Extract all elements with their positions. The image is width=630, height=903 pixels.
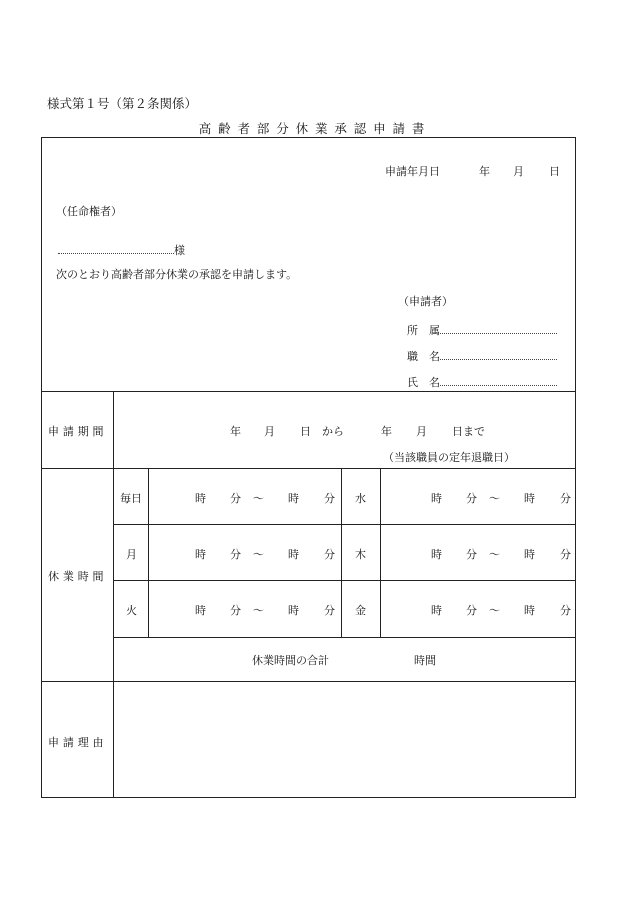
- day-label-daily: 毎日: [120, 492, 142, 505]
- period-end-year: 年: [381, 425, 392, 438]
- application-form: [41, 137, 576, 798]
- row3-left-end-hour[interactable]: 時: [288, 604, 299, 617]
- period-until: 日まで: [452, 425, 485, 438]
- day-label-wed: 水: [355, 492, 366, 505]
- divider-row-1: [113, 524, 575, 525]
- appointer-label: （任命権者）: [56, 205, 122, 218]
- shimei-row[interactable]: [407, 374, 557, 390]
- hours-total-label: 休業時間の合計: [252, 654, 329, 667]
- mid-column-divider-2: [380, 468, 381, 637]
- row1-left-tilde: ～: [253, 492, 264, 505]
- row3-right-start-min[interactable]: 分: [466, 604, 477, 617]
- row3-left-start-hour[interactable]: 時: [195, 604, 206, 617]
- period-label: 申請期間: [48, 425, 108, 438]
- row1-right-start-min[interactable]: 分: [466, 492, 477, 505]
- row2-right-end-min[interactable]: 分: [560, 548, 571, 561]
- day-label-thu: 木: [355, 548, 366, 561]
- period-note: （当該職員の定年退職日）: [383, 451, 515, 464]
- shimei-label: 氏 名: [407, 376, 440, 389]
- row1-right-tilde: ～: [489, 492, 500, 505]
- divider-period: [42, 468, 575, 469]
- divider-row-2: [113, 580, 575, 581]
- reason-field[interactable]: [114, 682, 575, 797]
- applicant-label: （申請者）: [398, 295, 453, 308]
- row1-left-start-hour[interactable]: 時: [195, 492, 206, 505]
- row3-left-tilde: ～: [253, 604, 264, 617]
- period-from: から: [322, 425, 344, 438]
- application-day: 日: [549, 165, 560, 178]
- row2-left-end-min[interactable]: 分: [324, 548, 335, 561]
- row2-left-start-min[interactable]: 分: [230, 548, 241, 561]
- period-end-month: 月: [416, 425, 427, 438]
- form-number: 様式第１号（第２条関係）: [47, 96, 198, 111]
- sama-label: 様: [174, 244, 185, 257]
- shokumei-label: 職 名: [407, 350, 440, 363]
- row1-right-end-hour[interactable]: 時: [524, 492, 535, 505]
- row1-right-start-hour[interactable]: 時: [431, 492, 442, 505]
- application-date-label: 申請年月日: [385, 165, 440, 178]
- divider-top-section: [42, 391, 575, 392]
- row1-left-start-min[interactable]: 分: [230, 492, 241, 505]
- row2-left-end-hour[interactable]: 時: [288, 548, 299, 561]
- row1-left-end-hour[interactable]: 時: [288, 492, 299, 505]
- period-start-day: 日: [300, 425, 311, 438]
- row2-right-start-hour[interactable]: 時: [431, 548, 442, 561]
- day-label-tue: 火: [126, 604, 137, 617]
- form-title: 高齢者部分休業承認申請書: [198, 121, 432, 136]
- day-label-mon: 月: [126, 548, 137, 561]
- row3-right-tilde: ～: [489, 604, 500, 617]
- shozoku-label: 所 属: [407, 324, 440, 337]
- row2-right-start-min[interactable]: 分: [466, 548, 477, 561]
- reason-label: 申請理由: [48, 736, 108, 749]
- application-statement: 次のとおり高齢者部分休業の承認を申請します。: [56, 268, 298, 281]
- hours-label: 休業時間: [48, 570, 108, 583]
- row3-right-end-min[interactable]: 分: [560, 604, 571, 617]
- period-start-month: 月: [264, 425, 275, 438]
- row2-left-tilde: ～: [253, 548, 264, 561]
- application-month: 月: [513, 165, 524, 178]
- mid-column-divider-1: [341, 468, 342, 637]
- period-start-year: 年: [230, 425, 241, 438]
- row1-left-end-min[interactable]: 分: [324, 492, 335, 505]
- appointer-name-line[interactable]: [58, 242, 185, 258]
- application-year: 年: [479, 165, 490, 178]
- row3-left-end-min[interactable]: 分: [324, 604, 335, 617]
- shokumei-row[interactable]: [407, 348, 557, 364]
- row2-right-end-hour[interactable]: 時: [524, 548, 535, 561]
- hours-total-unit[interactable]: 時間: [414, 654, 436, 667]
- row1-right-end-min[interactable]: 分: [560, 492, 571, 505]
- divider-row-3: [113, 637, 575, 638]
- day-column-divider: [148, 468, 149, 637]
- row2-right-tilde: ～: [489, 548, 500, 561]
- row2-left-start-hour[interactable]: 時: [195, 548, 206, 561]
- row3-right-start-hour[interactable]: 時: [431, 604, 442, 617]
- row3-right-end-hour[interactable]: 時: [524, 604, 535, 617]
- day-label-fri: 金: [355, 604, 366, 617]
- row3-left-start-min[interactable]: 分: [230, 604, 241, 617]
- shozoku-row[interactable]: [407, 322, 557, 338]
